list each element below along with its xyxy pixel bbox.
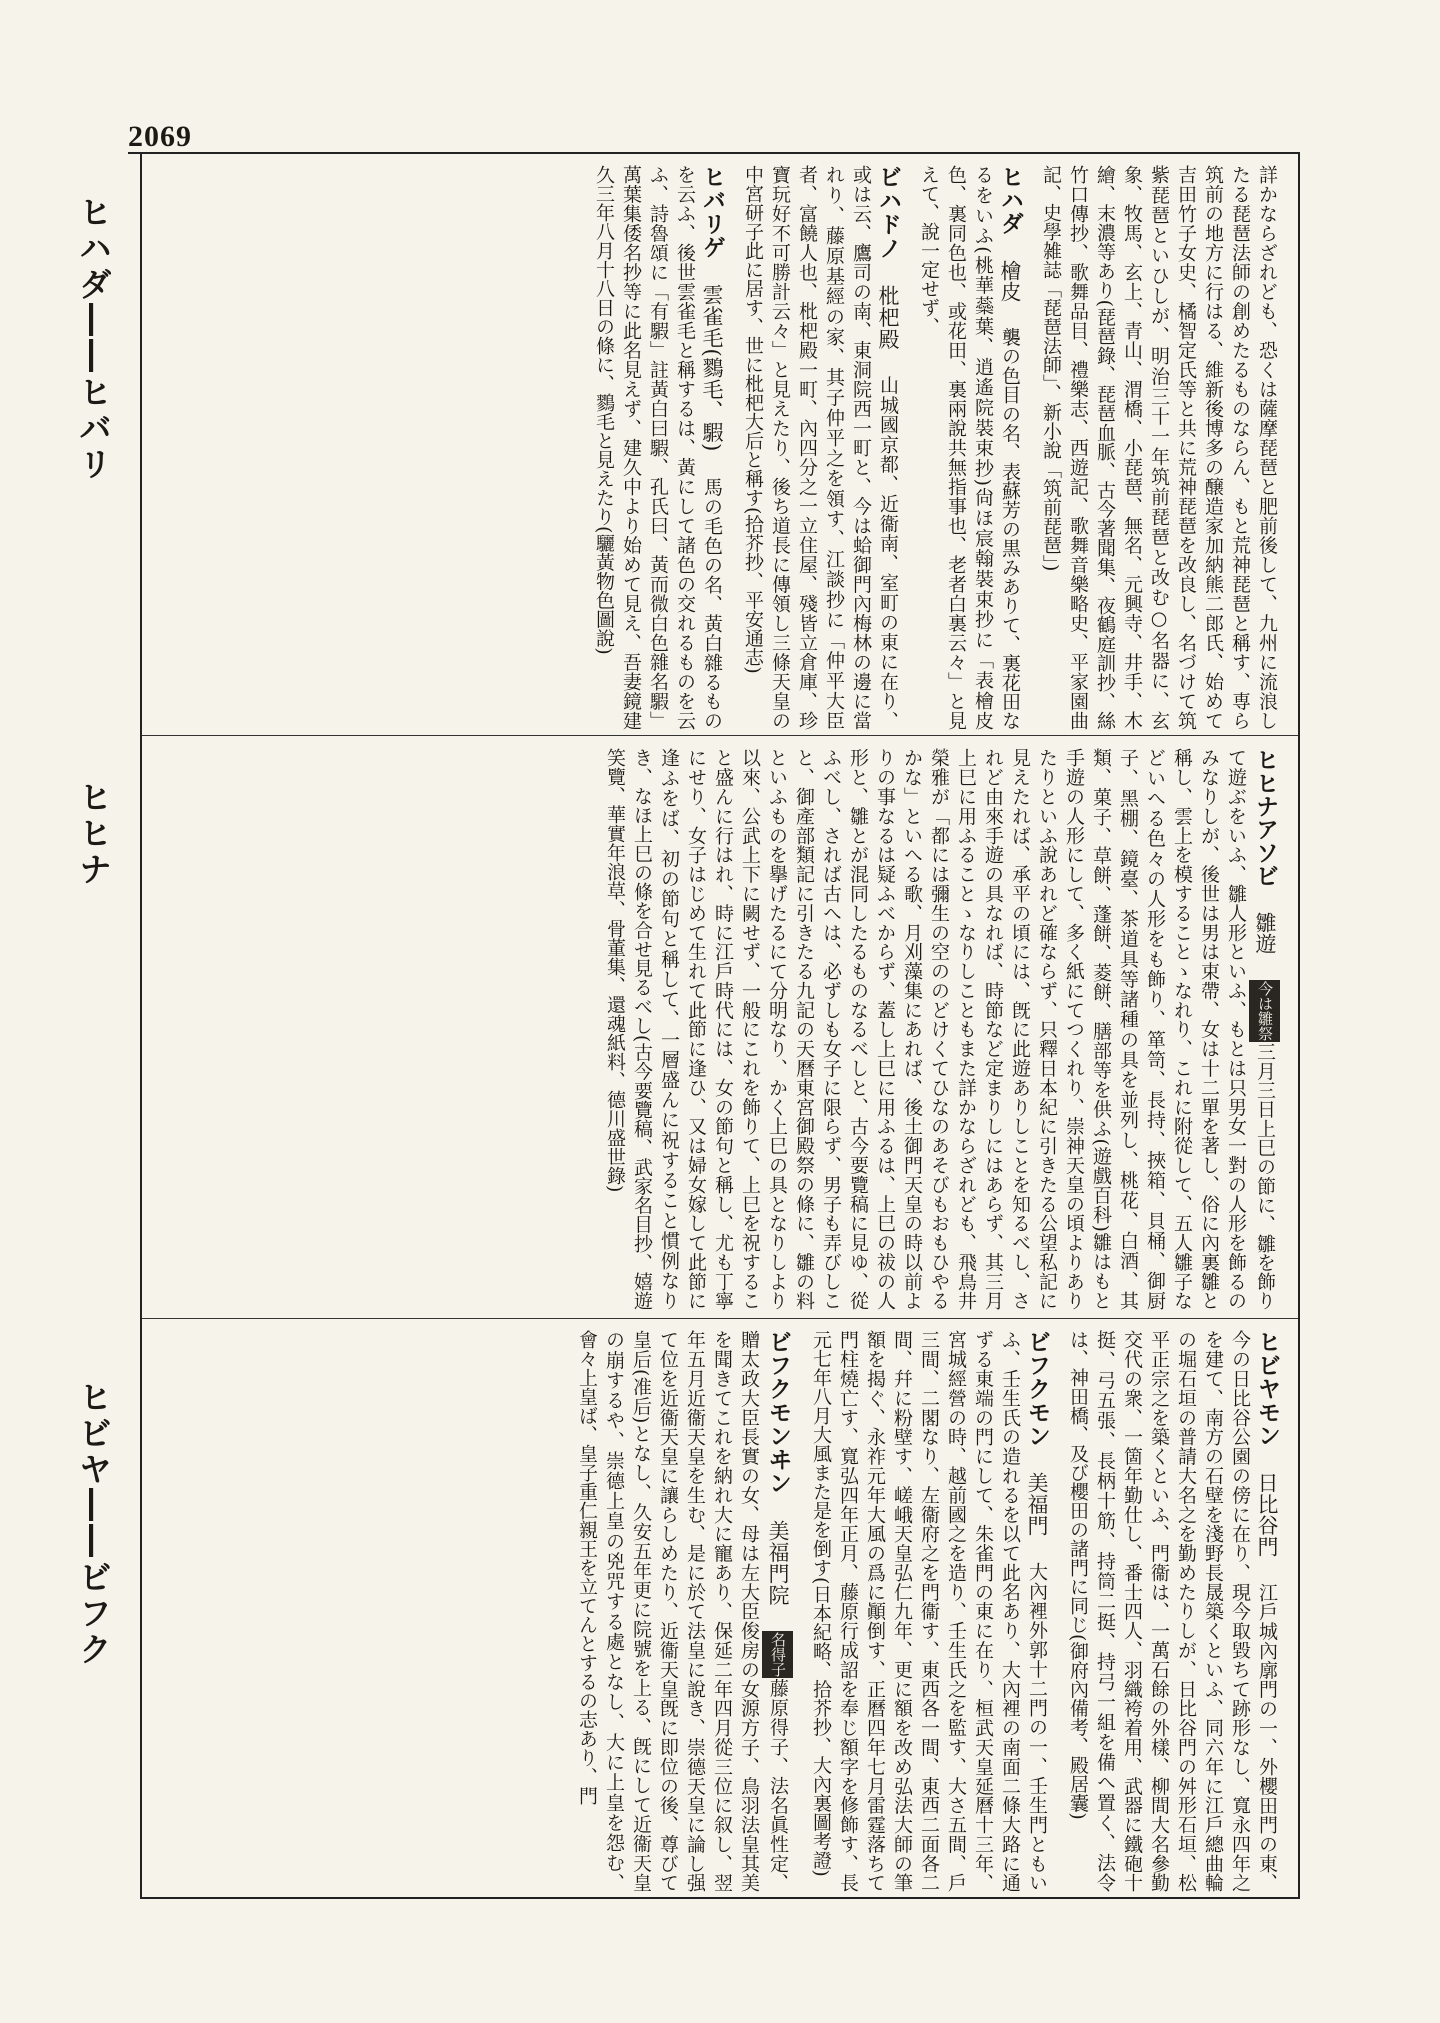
entry-headword: ビフクモンヰン bbox=[765, 1330, 791, 1495]
bottom-rule bbox=[140, 1897, 1300, 1899]
band-divider-2 bbox=[142, 1318, 1298, 1319]
running-head-2: ヒヒナ bbox=[74, 780, 113, 888]
entry-text: 江戶城內廓門の一、外櫻田門の東、今の日比谷公園の傍に在り、現今取毀ちて跡形なし、寬永四年之を建て、南方の石壁を淺野長晟築くといふ、同六年に江戶總曲輪の堀石垣の普請大名之を勤めたりしが、日比谷門の舛形石垣、松平正宗之を築くといふ、門衞は、一萬石餘の外樣、柳間大名參勤交代の衆、一箇年勤仕し、番士四人、羽織袴着用、武器に鐵砲十挺、弓五張、長柄十筋、持筒二挺、持弓一組を備へ置く、法令は、神田橋、及び櫻田の諸門に同じ(御府內備考、殿居囊) bbox=[1067, 1330, 1278, 1892]
entry-kanji: 枇杷殿 bbox=[876, 285, 900, 351]
entry-headword: ビハドノ bbox=[875, 165, 901, 260]
entry-text: 詳かならざれども、恐くは薩摩琵琶と肥前後して、九州に流浪したる琵琶法師の創めたるものならん、もと荒神琵琶と稱す、専ら筑前の地方に行はる、維新後博多の醸造家加納熊二郎氏、始めて吉田竹子女史、橘智定氏等と共に荒神琵琶を改良し、名づけて筑紫琵琶といひしが、明治三十一年筑前琵琶と改む○名器に、玄象、牧馬、玄上、青山、渭橋、小琵琶、無名、元興寺、井手、木繪、末濃等あり(琵琶錄、琵琶血脈、古今著聞集、夜鶴庭訓抄、絲竹口傳抄、歌舞品目、禮樂志、西遊記、歌舞音樂略史、平家園曲記、史學雑誌「琵琶法師」、新小說「筑前琵琶」) bbox=[1040, 165, 1278, 730]
entry-hibiyamon bbox=[1064, 1330, 1280, 1892]
dictionary-band-3 bbox=[150, 1330, 1280, 1892]
top-rule bbox=[128, 152, 1300, 154]
running-head-1: ヒハダ――ヒバリ bbox=[74, 195, 113, 483]
entry-text: 三月三日上巳の節に、雛を飾りて遊ぶをいふ、雛人形といふ、もとは只男女一對の人形を飾るのみなりしが、後世は男は束帶、女は十二單を著し、俗に內裏雛と稱し、雲上を模することゝなれり、これに附從して、五人雛子などいへる色々の人形をも飾り、箪笥、長持、挾箱、貝桶、御厨子、黑棚、鏡臺、茶道具等諸種の具を並列し、桃花、白酒、其類、菓子、草餅、蓬餅、菱餅、膳部等を供ふ(遊戲百科)雛はもと手遊の人形にして、多く紙にてつくれり、崇神天皇の頃よりありたりといふ說あれど確ならず、只釋日本紀に引きたる公望私記に見えたれば、承平の頃には、旣に此遊ありしことを知るべし、されど由來手遊の具なれば、時節など定まりしにはあらず、其三月上巳に用ふることゝなりしこともまた詳かならざれども、飛鳥井榮雅が「都には彌生の空ののどけくてひなのあそびもおもひやるかな」といへる歌、月刈藻集にあれば、後土御門天皇の時以前よりの事なるは疑ふべからず、蓋し上巳に用ふるは、上巳の祓の人形と、雛とが混同したるものなるべしと、古今要覽稿に見ゆ、從ふべし、されば古へは、必ずしも女子に限らず、男子も弄びしこと、御產部類記に引きたる九記の天曆東宮御殿祭の條に、雛の料といふものを擧げたるにて分明なり、かく上巳の具となりしより以來、公武上下に闕せず、一般にこれを飾りて、上巳を祝すること盛んに行はれ、時に江戶時代には、女の節句と稱し、尤も丁寧にせり、女子はじめて生れて此節に逢ひ、又は婦女嫁して此節に逢ふをば、初の節句と稱して、一層盛んに祝すること慣例なりき、なほ上巳の條を合せ見るべし(古今要覽稿、武家名目抄、嬉遊笑覽、華實年浪草、骨董集、還魂紙料、德川盛世錄) bbox=[604, 748, 1276, 1310]
entry-kanji: 雛遊 bbox=[1253, 912, 1277, 955]
dictionary-band-1 bbox=[150, 165, 1280, 730]
entry-kanji: 檜皮 bbox=[998, 259, 1022, 303]
entry-headword: ヒバリゲ bbox=[699, 165, 725, 259]
entry-hibarige bbox=[590, 165, 725, 730]
entry-text: 襲の色目の名、表蘇芳の黒みありて、裏花田なるをいふ(桃華蘂葉、逍遙院裝束抄)尙ほ宸翰裝束抄に「表檜皮色、裏同色也、或花田、裏兩說共無指事也、老者白裏云々」と見えて、說一定せず、 bbox=[918, 165, 1021, 730]
running-head-3: ヒビヤ――ビフク bbox=[74, 1380, 113, 1668]
entry-kanji: 美福門院 bbox=[766, 1519, 790, 1606]
entry-kanji: 日比谷門 bbox=[1255, 1471, 1279, 1558]
entry-hihada bbox=[915, 165, 1023, 730]
entry-bifukumon bbox=[807, 1330, 1050, 1892]
entry-headword: ビフクモン bbox=[1024, 1330, 1050, 1448]
page-number: 2069 bbox=[128, 120, 192, 153]
entry-headword: ヒビヤモン bbox=[1254, 1330, 1280, 1447]
left-rule bbox=[140, 152, 142, 1897]
entry-note-box: 今は雛祭 bbox=[1249, 980, 1280, 1042]
right-rule bbox=[1298, 152, 1300, 1897]
band-divider-1 bbox=[142, 735, 1298, 736]
entry-kanji: 美福門 bbox=[1025, 1472, 1049, 1537]
entry-continuation bbox=[1037, 165, 1280, 730]
entry-text: 大內裡外郭十二門の一、壬生門ともいふ、壬生氏の造れるを以て此名あり、大內裡の南面二條大路に通ずる東端の門にして、朱雀門の東に在り、桓武天皇延曆十三年、宮城經營の時、越前國之を造り、壬生氏之を監す、大さ五間、戶三間、二閣なり、左衞府之を門衞す、東西各一間、東西二面各二間、幷に粉壁す、嵯峨天皇弘仁九年、更に額を改め弘法大師の筆額を揭ぐ、永祚元年大風の爲に顚倒す、正曆四年七月雷霆落ちて門柱燒亡す、寬弘四年正月、藤原行成詔を奉じ額字を修飾す、長元七年八月大風また是を倒す(日本紀略、拾芥抄、大內裏圖考證) bbox=[810, 1330, 1048, 1892]
entry-kanji: 雲雀毛(鷚毛、騢) bbox=[700, 284, 724, 452]
entry-headword: ヒヒナアソビ bbox=[1252, 748, 1278, 887]
dictionary-band-2 bbox=[150, 748, 1280, 1310]
entry-text: 山城國京都、近衞南、室町の東に在り、或は云、鷹司の南、東洞院西一町と、今は蛤御門內梅林の邊に當れり、藤原基經の家、其子仲平之を領す、江談抄に「仲平大臣者、富饒人也、枇杷殿一町、內四分之一立住屋、殘皆立倉庫、珍寶玩好不可勝計云々」と見えたり、後ち道長に傳領し三條天皇の中宮研子此に居す、世に枇杷大后と稱す(拾芥抄、平安通志) bbox=[742, 165, 899, 730]
entry-bifukumonin bbox=[573, 1330, 793, 1892]
entry-bihadono bbox=[739, 165, 901, 730]
entry-text: 馬の毛色の名、黃白雜るものを云ふ、後世雲雀毛と稱するは、黃にして諸色の交れるものを云ふ、詩魯頌に「有騢」註黃白曰騢、孔氏曰、黃而微白色雜名騢」萬葉集倭名抄等に此名見えず、建久中より始めて見え、吾妻鏡建久三年八月十八日の條に、鷚毛と見えたり(驪黃物色圖說) bbox=[593, 165, 723, 730]
entry-headword: ヒハダ bbox=[997, 165, 1023, 235]
entry-text: 藤原得子、法名眞性定、贈太政大臣長實の女、母は左大臣俊房の女源方子、鳥羽法皇其美を聞きてこれを納れ大に寵あり、保延二年四月從三位に叙し、翌年五月近衞天皇を生む、是に於て法皇に說き、崇德天皇に論し强て位を近衞天皇に讓らしめたり、近衞天皇旣に即位の後、尊びて皇后(准后)となし、久安五年更に院號を上る、旣にして近衞天皇の崩するや、崇德上皇の兇咒する處となし、大に上皇を怨む、會々上皇ば、皇子重仁親王を立てんとするの志あり、門 bbox=[576, 1330, 789, 1892]
entry-hihina-asobi bbox=[601, 748, 1280, 1310]
entry-note-box: 名得子 bbox=[762, 1631, 793, 1678]
